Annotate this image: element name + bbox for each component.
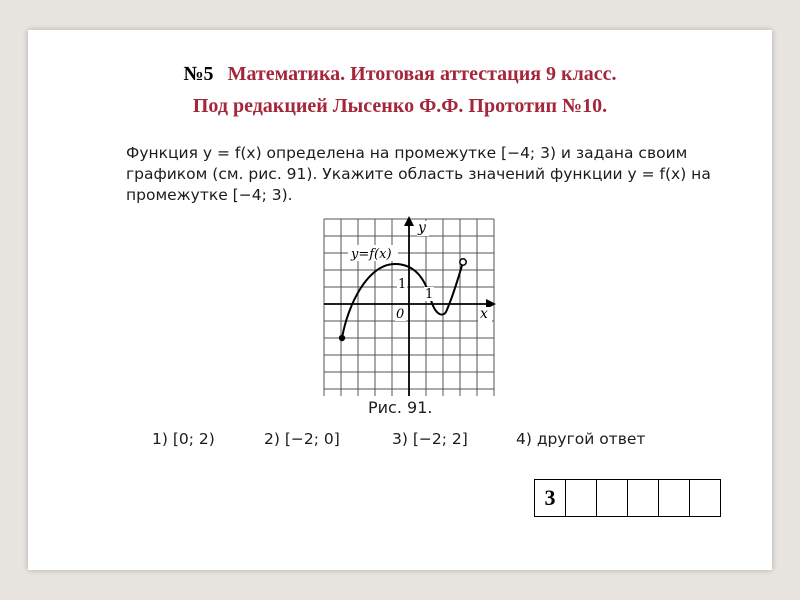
y-axis-arrow <box>404 216 414 226</box>
answer-cell[interactable] <box>690 480 721 517</box>
task-line: Функция y = f(x) определена на промежутке [−4; 3) и задана своим <box>126 144 688 162</box>
function-graph <box>318 214 508 403</box>
answer-cell[interactable] <box>566 480 597 517</box>
slide-title <box>28 58 772 122</box>
x-axis-label: x <box>480 306 488 322</box>
answer-grid <box>534 479 721 517</box>
origin-label: 0 <box>396 307 405 322</box>
task-line: промежутке [−4; 3). <box>126 186 293 204</box>
figure-caption: Рис. 91. <box>368 398 433 417</box>
task-line: графиком (см. рис. 91). Укажите область значений функции y = f(x) на <box>126 165 711 183</box>
answer-cell[interactable] <box>659 480 690 517</box>
task-number: №5 <box>183 63 214 85</box>
y-axis-label: y <box>418 220 426 236</box>
graph-svg <box>318 214 508 399</box>
function-curve <box>342 262 463 338</box>
title-line-1 <box>28 58 772 90</box>
end-point-open <box>460 259 466 265</box>
option-4[interactable]: 4) другой ответ <box>516 430 646 448</box>
answer-cell[interactable] <box>597 480 628 517</box>
option-2[interactable]: 2) [−2; 0] <box>264 430 340 448</box>
x-unit-label: 1 <box>425 287 434 302</box>
slide <box>28 30 772 570</box>
option-1[interactable]: 1) [0; 2) <box>152 430 215 448</box>
title-line-2: Под редакцией Лысенко Ф.Ф. Прототип №10. <box>192 95 608 117</box>
answer-cell[interactable] <box>628 480 659 517</box>
y-unit-label: 1 <box>398 277 407 292</box>
task-text <box>126 143 726 206</box>
start-point-closed <box>339 335 345 341</box>
option-3[interactable]: 3) [−2; 2] <box>392 430 468 448</box>
answer-cell[interactable]: 3 <box>535 480 566 517</box>
function-label: y=f(x) <box>351 247 392 262</box>
title-text: Математика. Итоговая аттестация 9 класс. <box>227 63 617 85</box>
